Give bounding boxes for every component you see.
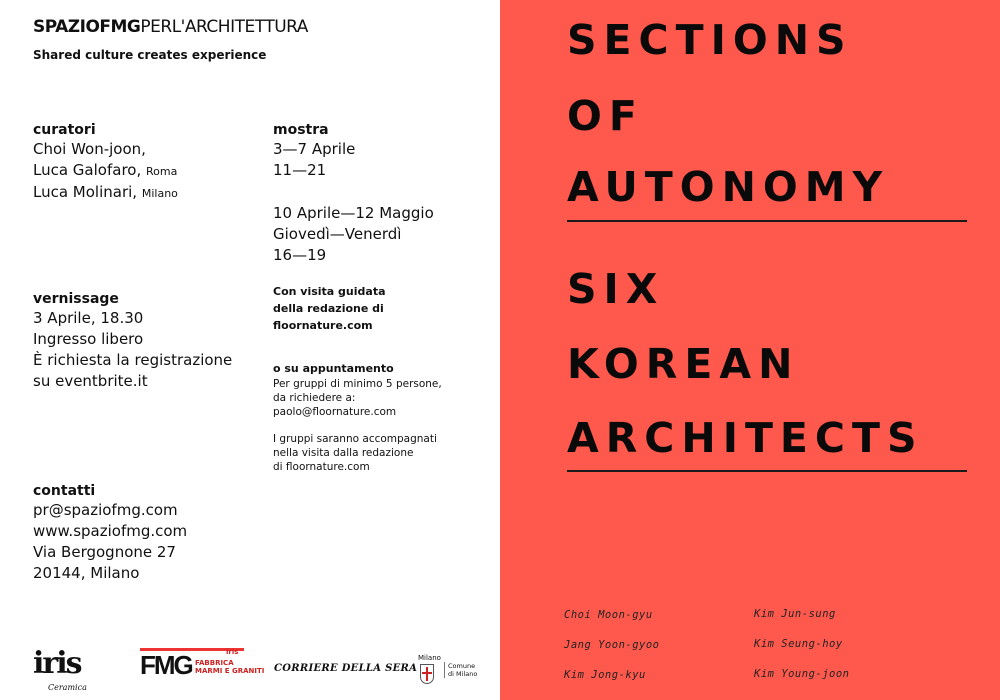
vernissage-heading: vernissage xyxy=(33,291,119,307)
fmg-logo-sub: FABBRICA MARMI E GRANITI xyxy=(195,659,265,675)
architect-name: Kim Young-joon xyxy=(754,668,850,680)
vernissage-line: È richiesta la registrazione xyxy=(33,351,233,369)
architect-name: Kim Jong-kyu xyxy=(564,669,646,681)
mostra-hours: 16—19 xyxy=(273,246,327,264)
curatore-line: Luca Molinari, Milano xyxy=(33,183,178,201)
mostra-section xyxy=(273,121,355,181)
visita-line: floornature.com xyxy=(273,319,373,332)
subtitle-line: SIX xyxy=(567,265,665,313)
gruppi-line: nella visita dalla redazione xyxy=(273,447,414,459)
vernissage-line: su eventbrite.it xyxy=(33,372,148,390)
subtitle-line: KOREAN xyxy=(567,340,800,388)
curatori-heading: curatori xyxy=(33,122,96,138)
fmg-iris-mark: iris xyxy=(226,648,239,656)
curatori-section xyxy=(33,121,178,204)
title-line: AUTONOMY xyxy=(567,163,890,211)
architect-name: Kim Jun-sung xyxy=(754,608,836,620)
milano-label: Milano xyxy=(418,654,441,662)
appuntamento-email[interactable]: paolo@floornature.com xyxy=(273,406,397,418)
mostra-heading: mostra xyxy=(273,122,329,138)
fmg-logo: FMG xyxy=(140,650,192,680)
appuntamento-line: da richiedere a: xyxy=(273,392,356,404)
address-line: 20144, Milano xyxy=(33,564,140,582)
email-link[interactable]: pr@spaziofmg.com xyxy=(33,501,178,519)
tagline: Shared culture creates experience xyxy=(33,48,267,62)
iris-logo: iris xyxy=(33,646,81,681)
appuntamento-section xyxy=(273,360,442,419)
mostra-period xyxy=(273,203,434,266)
visita-line: Con visita guidata xyxy=(273,285,386,298)
architect-name: Choi Moon-gyu xyxy=(564,609,653,621)
visita-guidata xyxy=(273,283,386,334)
vernissage-line: Ingresso libero xyxy=(33,330,144,348)
contatti-heading: contatti xyxy=(33,483,96,499)
appuntamento-heading: o su appuntamento xyxy=(273,362,394,375)
gruppi-note xyxy=(273,432,437,474)
mostra-hours: 11—21 xyxy=(273,161,327,179)
curatore-line: Choi Won-joon, xyxy=(33,140,146,158)
vernissage-line: 3 Aprile, 18.30 xyxy=(33,309,144,327)
vernissage-section xyxy=(33,290,232,392)
architect-name: Jang Yoon-gyoo xyxy=(564,639,660,651)
title-line: OF xyxy=(567,92,644,140)
mostra-date: 10 Aprile—12 Maggio xyxy=(273,204,434,222)
address-line: Via Bergognone 27 xyxy=(33,543,176,561)
mostra-date: 3—7 Aprile xyxy=(273,140,356,158)
architect-name: Kim Seung-hoy xyxy=(754,638,843,650)
title-divider xyxy=(567,220,967,222)
visita-line: della redazione di xyxy=(273,302,384,315)
milano-crest-icon xyxy=(420,664,434,684)
iris-logo-sub: Ceramica xyxy=(48,683,87,692)
gruppi-line: di floornature.com xyxy=(273,461,370,473)
sponsor-logos xyxy=(0,640,500,700)
title-line: SECTIONS xyxy=(567,16,853,64)
curatore-line: Luca Galofaro, Roma xyxy=(33,161,178,179)
brand-logo: SPAZIOFMGPERL'ARCHITETTURA xyxy=(33,17,308,37)
website-link[interactable]: www.spaziofmg.com xyxy=(33,522,188,540)
gruppi-line: I gruppi saranno accompagnati xyxy=(273,433,437,445)
appuntamento-line: Per gruppi di minimo 5 persone, xyxy=(273,378,442,390)
subtitle-line: ARCHITECTS xyxy=(567,414,924,462)
subtitle-divider xyxy=(567,470,967,472)
corriere-logo: CORRIERE DELLA SERA xyxy=(274,663,418,674)
comune-logo: Comune di Milano xyxy=(444,662,477,678)
contatti-section xyxy=(33,482,187,584)
mostra-days: Giovedì—Venerdì xyxy=(273,225,402,243)
